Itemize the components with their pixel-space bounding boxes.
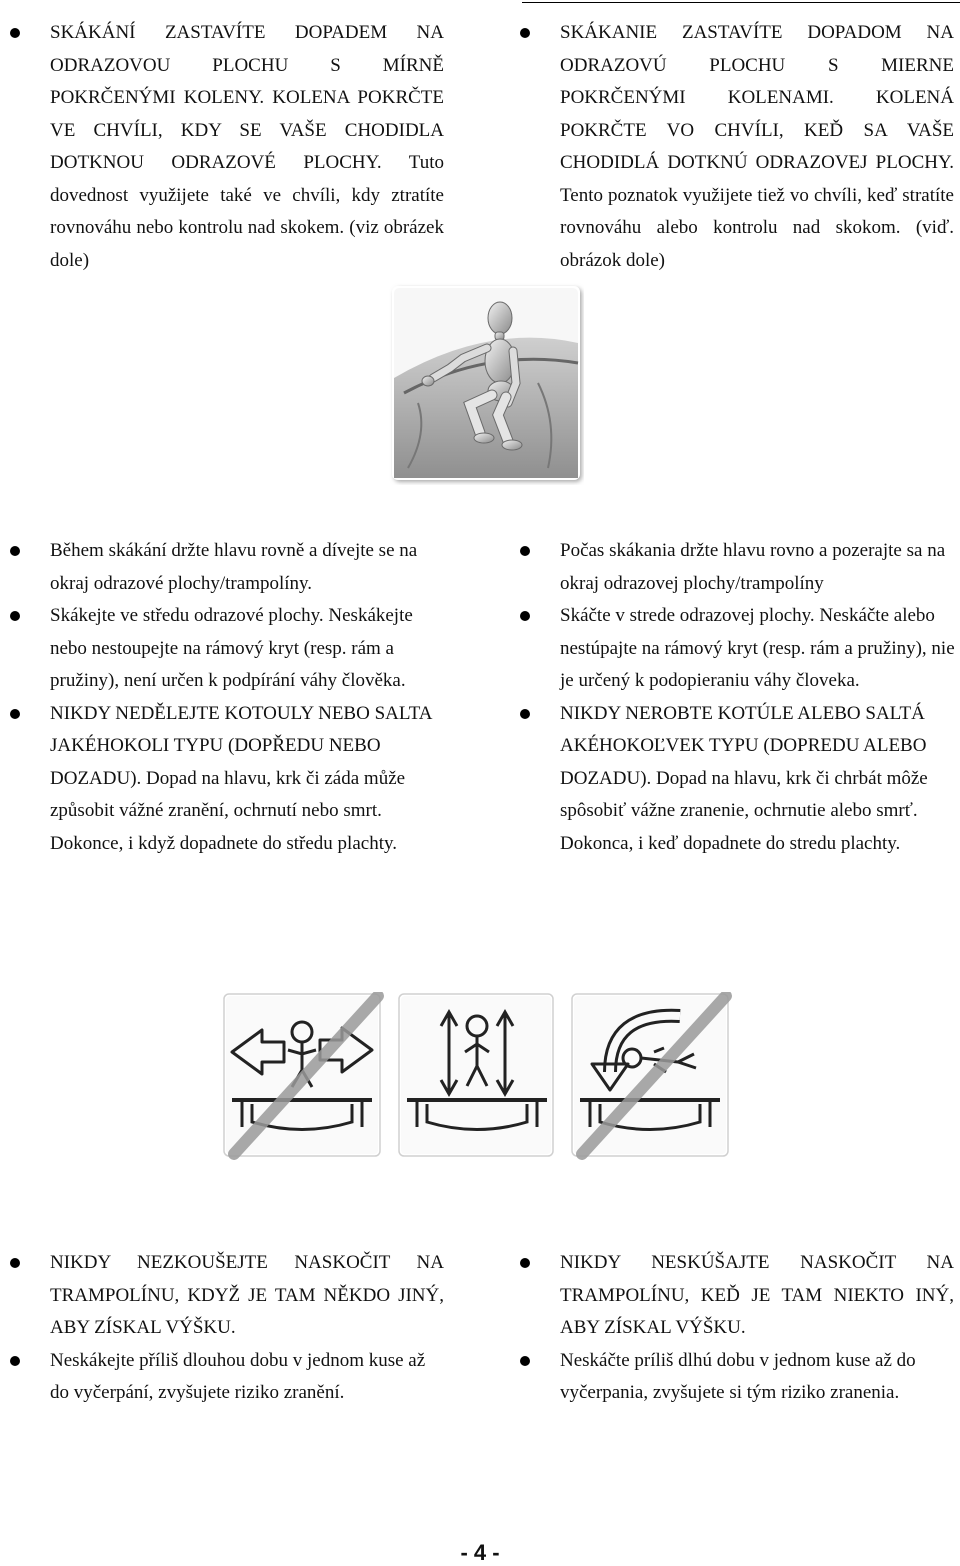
section3-cz-column: [10, 1247, 444, 1410]
bullet-icon: [10, 709, 20, 719]
list-item: [10, 1247, 444, 1345]
section2-cz-text-2: Skákejte ve středu odrazové plochy. Neskákejte nebo nestoupejte na rámový kryt (resp. rám a pružiny), není určen k podpírání váhy člověka.: [50, 605, 413, 691]
no-somersault-icon: [570, 992, 732, 1160]
pictogram-jump-center: [397, 992, 557, 1160]
section1-cz-text: SKÁKÁNÍ ZASTAVÍTE DOPADEM NA ODRAZOVOU PLOCHU S MÍRNĚ POKRČENÝMI KOLENY. KOLENA POKRČTE VE CHVÍLI, KDY SE VAŠE CHODIDLA DOTKNOU ODRAZOVÉ PLOCHY. Tuto dovednost využijete také ve chvíli, kdy ztratíte rovnováhu nebo kontrolu nad skokem. (viz obrázek dole): [50, 22, 444, 271]
section1-cz-column: [10, 17, 444, 277]
bullet-icon: [520, 611, 530, 621]
section2-cz-column: [10, 535, 450, 860]
list-item: [520, 535, 960, 600]
bullet-icon: [520, 546, 530, 556]
pictogram-no-somersault: [570, 992, 732, 1160]
top-rule: [522, 2, 960, 3]
bullet-icon: [10, 611, 20, 621]
list-item: [520, 600, 960, 698]
list-item: [10, 535, 450, 600]
bullet-icon: [520, 28, 530, 38]
list-item: [520, 17, 954, 277]
section1-sk-text: SKÁKANIE ZASTAVÍTE DOPADOM NA ODRAZOVÚ PLOCHU S MIERNE POKRČENÝMI KOLENAMI. KOLENÁ POKRČTE VO CHVÍLI, KEĎ SA VAŠE CHODIDLÁ DOTKNÚ ODRAZOVEJ PLOCHY. Tento poznatok využijete tiež vo chvíli, keď stratíte rovnováhu alebo kontrolu nad skokom. (viď. obrázok dole): [560, 22, 954, 271]
list-item: [10, 1345, 444, 1410]
landing-illustration: [388, 283, 584, 485]
list-item: [10, 698, 450, 861]
list-item: [520, 1345, 954, 1410]
jump-center-icon: [397, 992, 557, 1160]
bullet-icon: [520, 1356, 530, 1366]
section2-sk-text-2: Skáčte v strede odrazovej plochy. Neskáčte alebo nestúpajte na rámový kryt (resp. rám a pružiny), nie je určený k podopieraniu váhy človeka.: [560, 605, 955, 691]
list-item: [520, 1247, 954, 1345]
bullet-icon: [520, 709, 530, 719]
bullet-icon: [10, 1258, 20, 1268]
section3-cz-text-1: NIKDY NEZKOUŠEJTE NASKOČIT NA TRAMPOLÍNU, KDYŽ JE TAM NĚKDO JINÝ, ABY ZÍSKAL VÝŠKU.: [50, 1252, 444, 1338]
section2-sk-text-3: NIKDY NEROBTE KOTÚLE ALEBO SALTÁ AKÉHOKOĽVEK TYPU (DOPREDU ALEBO DOZADU). Dopad na hlavu, krk či chrbát môže spôsobiť vážne zranenie, ochrnutie alebo smrť. Dokonca, i keď dopadnete do stredu plachty.: [560, 702, 928, 854]
section3-sk-column: [520, 1247, 954, 1410]
bullet-icon: [520, 1258, 530, 1268]
bullet-icon: [10, 546, 20, 556]
section3-sk-text-2: Neskáčte príliš dlhú dobu v jednom kuse až do vyčerpania, zvyšujete si tým riziko zranenia.: [560, 1349, 916, 1403]
mannequin-landing-icon: [388, 283, 584, 485]
section3-cz-text-2: Neskákejte příliš dlouhou dobu v jednom kuse až do vyčerpání, zvyšujete riziko zranění.: [50, 1349, 426, 1403]
list-item: [10, 17, 444, 277]
section2-cz-text-3: NIKDY NEDĚLEJTE KOTOULY NEBO SALTA JAKÉHOKOLI TYPU (DOPŘEDU NEBO DOZADU). Dopad na hlavu, krk či záda může způsobit vážné zranění, ochrnutí nebo smrt. Dokonce, i když dopadnete do středu plachty.: [50, 702, 432, 854]
section2-sk-text-1: Počas skákania držte hlavu rovno a pozerajte sa na okraj odrazovej plochy/trampolíny: [560, 540, 946, 594]
section3-sk-text-1: NIKDY NESKÚŠAJTE NASKOČIT NA TRAMPOLÍNU, KEĎ JE TAM NIEKTO INÝ, ABY ZÍSKAL VÝŠKU.: [560, 1252, 954, 1338]
list-item: [10, 600, 450, 698]
section2-sk-column: [520, 535, 960, 860]
list-item: [520, 698, 960, 861]
section1-sk-column: [520, 17, 954, 277]
pictogram-no-edge-jumping: [222, 992, 384, 1160]
bullet-icon: [10, 28, 20, 38]
page-number: - 4 -: [460, 1540, 500, 1565]
bullet-icon: [10, 1356, 20, 1366]
section2-cz-text-1: Během skákání držte hlavu rovně a dívejte se na okraj odrazové plochy/trampolíny.: [50, 540, 418, 594]
no-edge-jumping-icon: [222, 992, 384, 1160]
